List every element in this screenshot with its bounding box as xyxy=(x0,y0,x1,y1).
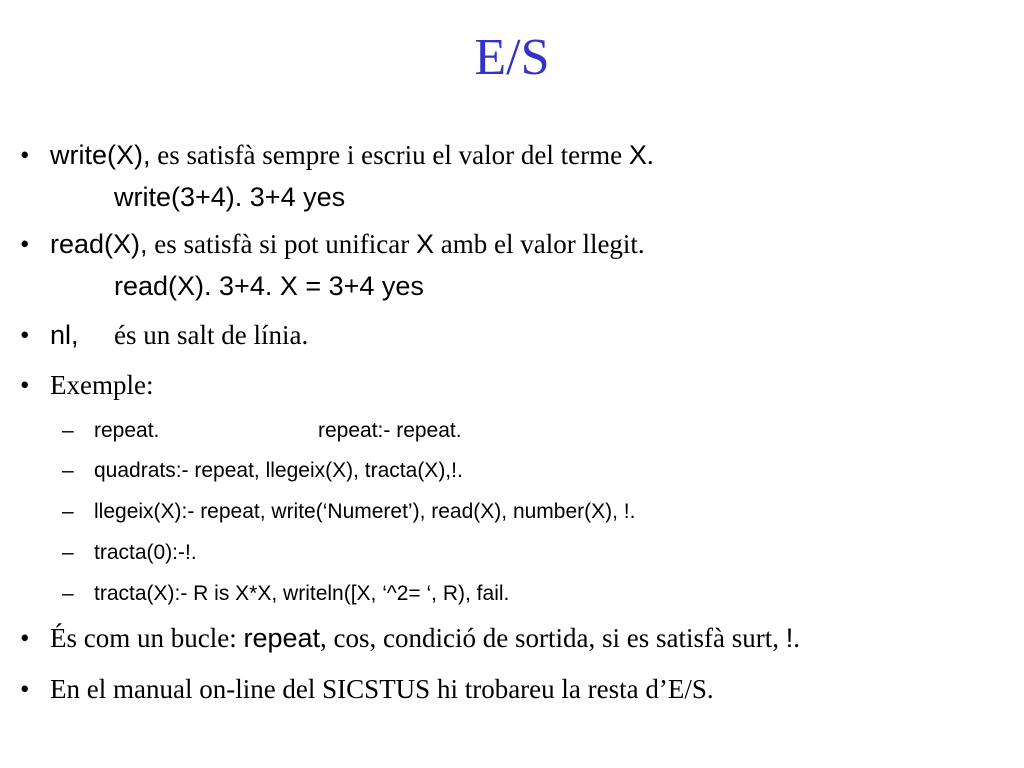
dash-marker: – xyxy=(62,459,74,482)
code-write: write(X), xyxy=(50,140,151,170)
dash-marker: – xyxy=(62,582,74,605)
code-x: X xyxy=(628,140,647,170)
dash-marker: – xyxy=(62,541,74,564)
dash-marker: – xyxy=(62,419,74,442)
sub-item-text: repeat. xyxy=(94,419,160,442)
bullet-marker: • xyxy=(20,674,30,704)
item-text: es satisfà sempre i escriu el valor del terme xyxy=(150,140,629,170)
sub-item-text: tracta(X):- R is X*X, writeln([X, ‘^2= ‘, R), fail. xyxy=(94,582,510,605)
code-repeat: repeat xyxy=(243,623,321,653)
item-text: Exemple: xyxy=(50,370,154,400)
item-text-end: amb el valor llegit. xyxy=(434,229,645,259)
code-nl: nl, xyxy=(50,320,79,350)
slide-title: E/S xyxy=(474,29,550,86)
code-read: read(X), xyxy=(50,229,148,259)
item-text-end: . xyxy=(793,623,800,653)
code-x: X xyxy=(415,229,434,259)
sub-item-text-2: repeat:- repeat. xyxy=(318,419,462,442)
bullet-marker: • xyxy=(20,229,30,259)
item-text: es satisfà si pot unificar xyxy=(147,229,416,259)
code-cut: ! xyxy=(785,623,794,653)
item-text: És com un bucle: xyxy=(50,623,244,653)
sub-item-text: tracta(0):-!. xyxy=(94,541,197,564)
bullet-marker: • xyxy=(20,370,30,400)
item-text: és un salt de línia. xyxy=(114,320,309,350)
example-read: read(X). 3+4. X = 3+4 yes xyxy=(114,271,424,301)
item-text-end: . xyxy=(646,140,654,170)
bullet-marker: • xyxy=(20,320,30,350)
sub-item-text: llegeix(X):- repeat, write(‘Numeret’), read(X), number(X), !. xyxy=(94,500,636,523)
item-text-mid: , cos, condició de sortida, si es satisfà surt, xyxy=(320,623,786,653)
sub-item-text: quadrats:- repeat, llegeix(X), tracta(X),!. xyxy=(94,459,463,482)
example-write: write(3+4). 3+4 yes xyxy=(114,182,346,212)
bullet-marker: • xyxy=(20,623,30,653)
dash-marker: – xyxy=(62,500,74,523)
item-text: En el manual on-line del SICSTUS hi trobareu la resta d’E/S. xyxy=(50,674,714,704)
bullet-marker: • xyxy=(20,140,30,170)
